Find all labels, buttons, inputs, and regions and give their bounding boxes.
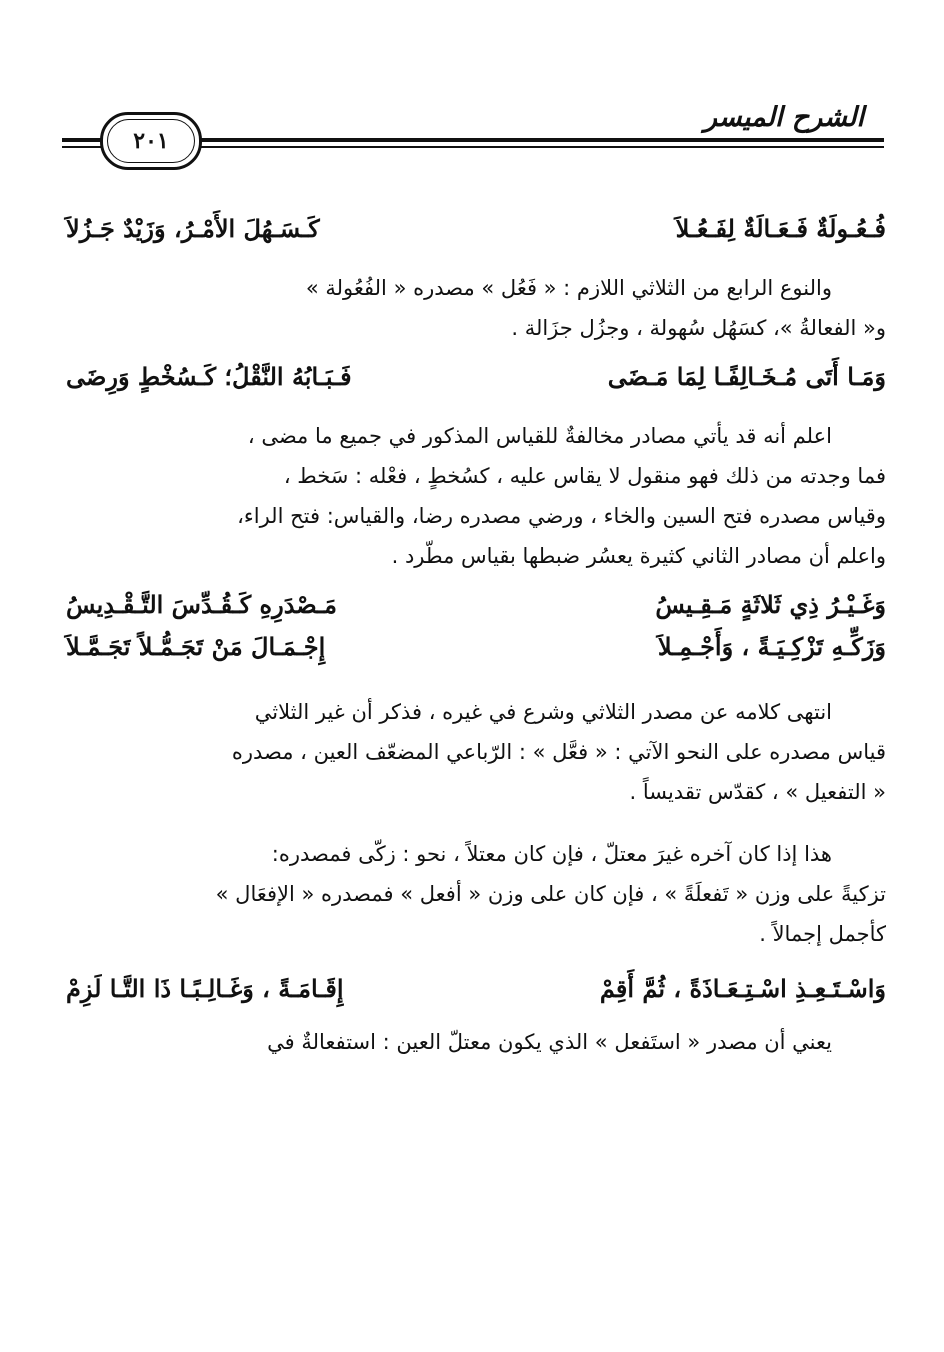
- verse-line: [66, 210, 886, 252]
- text-line: كأجمل إجمالاً .: [759, 922, 886, 946]
- verse-second-hemistich: إِجْـمَـالَ مَنْ تَجَـمُّـلاً تَجَـمَّـلاَ: [66, 632, 326, 661]
- book-title: الشرح الميسر: [703, 102, 864, 133]
- commentary-paragraph: [66, 834, 886, 954]
- page-body: [66, 210, 886, 1062]
- commentary-paragraph: [66, 1022, 886, 1062]
- commentary-paragraph: [66, 692, 886, 812]
- text-line: انتهى كلامه عن مصدر الثلاثي وشرع في غيره ، فذكر أن غير الثلاثي: [254, 700, 832, 724]
- page-header: [62, 92, 884, 182]
- text-line: واعلم أن مصادر الثاني كثيرة يعسُر ضبطها بقياس مطّرد .: [391, 544, 886, 568]
- verse-first-hemistich: فُـعُـولَةٌ فَـعَـالَةٌ لِفَـعُـلاَ: [675, 214, 886, 243]
- verse-second-hemistich: مَـصْدَرِهِ كَـقُـدِّسَ التَّـقْـدِيسُ: [66, 590, 337, 619]
- text-line: فما وجدته من ذلك فهو منقول لا يقاس عليه ، كسُخطٍ ، فعْله : سَخط ،: [283, 464, 886, 488]
- text-line: والنوع الرابع من الثلاثي اللازم : « فَعُل » مصدره « الفُعُولة »: [305, 276, 832, 300]
- verse-line: [66, 586, 886, 628]
- verse-second-hemistich: كَـسَـهُلَ الأَمْـرُ، وَزَيْدٌ جَـزُلاَ: [66, 214, 320, 243]
- text-line: وقياس مصدره فتح السين والخاء ، ورضي مصدره رضا، والقياس: فتح الراء،: [237, 504, 886, 528]
- verse-line: [66, 358, 886, 400]
- page-number: ٢٠١: [133, 128, 169, 154]
- verse-first-hemistich: وَزَكِّـهِ تَزْكِـيَـةً ، وَأَجْـمِـلاَ: [657, 632, 886, 661]
- verse-first-hemistich: وَاسْـتَـعِـذِ اسْـتِـعَـاذَةً ، ثُمَّ أَقِمْ: [599, 974, 886, 1003]
- text-line: و« الفعالةُ »، كسَهُل سُهولة ، وجزُل جزَالة .: [511, 316, 886, 340]
- verse-first-hemistich: وَمَـا أَتَى مُـخَـالِفًـا لِمَا مَـضَى: [607, 362, 886, 391]
- text-line: اعلم أنه قد يأتي مصادر مخالفةٌ للقياس المذكور في جميع ما مضى ،: [247, 424, 832, 448]
- verse-line: [66, 628, 886, 670]
- verse-line: [66, 970, 886, 1012]
- verse-first-hemistich: وَغَـيْـرُ ذِي ثَلاثَةٍ مَـقِـيسُ: [655, 590, 886, 619]
- verse-second-hemistich: إِقَـامَـةً ، وَغَـالِـبًـا ذَا التَّـا لَزِمْ: [66, 974, 344, 1003]
- text-line: يعني أن مصدر « استَفعل » الذي يكون معتلّ العين : استفعالةٌ في: [267, 1030, 832, 1054]
- text-line: تزكيةً على وزن « تَفعلَةً » ، فإن كان على وزن « أفعل » فمصدره « الإفعَال »: [215, 882, 886, 906]
- text-line: هذا إذا كان آخره غيرَ معتلّ ، فإن كان معتلاً ، نحو : زكّى فمصدره:: [271, 842, 832, 866]
- page-number-badge: [100, 112, 202, 170]
- commentary-paragraph: [66, 268, 886, 348]
- commentary-paragraph: [66, 416, 886, 576]
- text-line: « التفعيل » ، كقدّس تقديساً .: [629, 780, 886, 804]
- text-line: قياس مصدره على النحو الآتي : « فعَّل » : الرّباعي المضعّف العين ، مصدره: [231, 740, 886, 764]
- verse-second-hemistich: فَـبَـابُهُ النَّقْلُ؛ كَـسُخْطٍ وَرِضَى: [66, 362, 352, 391]
